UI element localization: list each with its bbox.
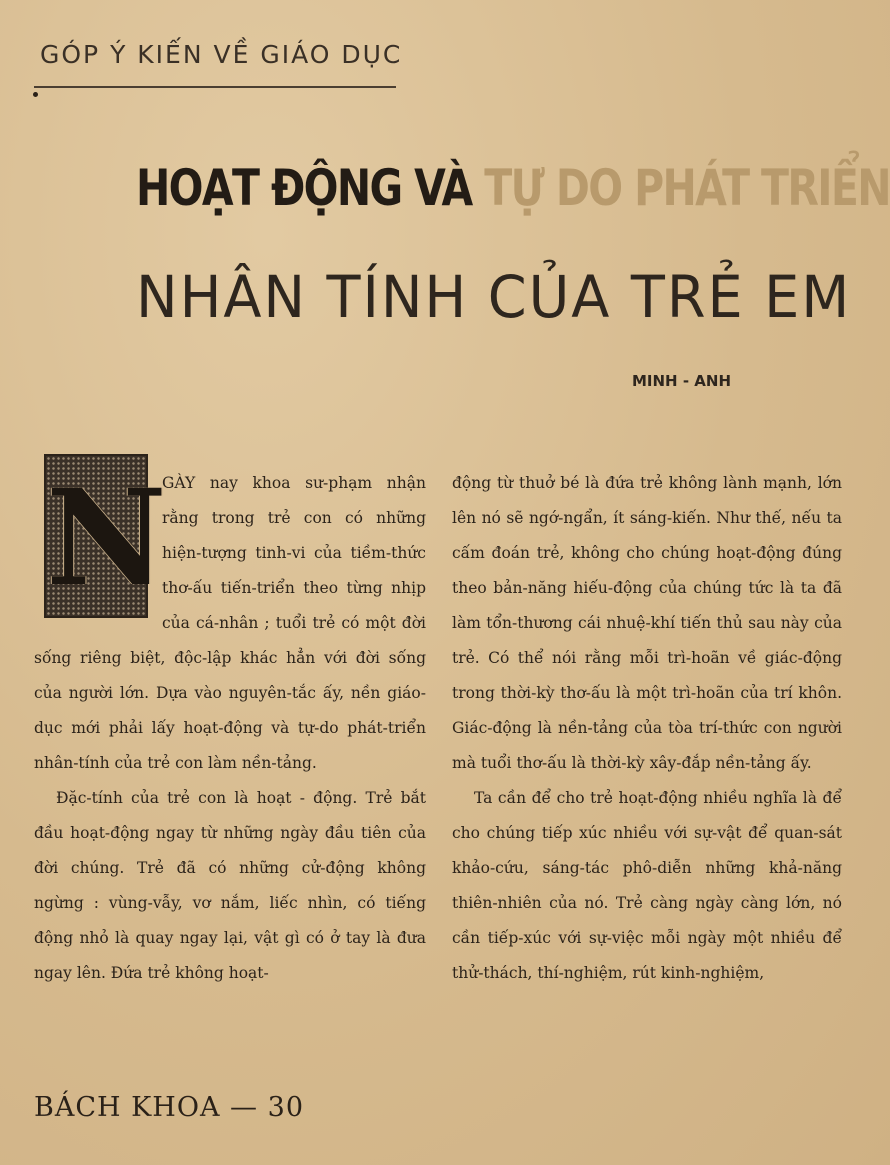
title-part-1: HOẠT ĐỘNG VÀ bbox=[136, 159, 472, 217]
title-part-3: PHÁT TRIỂN bbox=[634, 159, 890, 217]
section-label: GÓP Ý KIẾN VỀ GIÁO DỤC bbox=[40, 40, 403, 69]
dropcap-letter: N bbox=[46, 461, 167, 616]
paragraph: động từ thuở bé là đứa trẻ không lành mạnh, lớn lên nó sẽ ngớ-ngẩn, ít sáng-kiến. Như thế, nếu ta cấm đoán trẻ, không cho chúng hoạt-động đúng theo bản-năng hiếu-động của chúng tức là ta đã làm tổn-thương cái nhuệ-khí tiến thủ sau này của trẻ. Có thể nói rằng mỗi trì-hoãn về giác-động trong thời-kỳ thơ-ấu là một trì-hoãn của trí khôn. Giác-động là nền-tảng của tòa trí-thức con người mà tuổi thơ-ấu là thời-kỳ xây-đắp nền-tảng ấy. bbox=[452, 474, 842, 772]
paragraph bbox=[34, 461, 426, 781]
section-rule bbox=[34, 86, 396, 88]
paragraph: Ta cần để cho trẻ hoạt-động nhiều nghĩa là để cho chúng tiếp xúc nhiều với sự-vật để quan-sát khảo-cứu, sáng-tác phô-diễn những khả-năng thiên-nhiên của nó. Trẻ càng ngày càng lớn, nó cần tiếp-xúc với sự-việc mỗi ngày một nhiều để thử-thách, thí-nghiệm, rút kinh-nghiệm, bbox=[452, 789, 842, 982]
paragraph-text: GÀY nay khoa sư-phạm nhận rằng trong trẻ con có những hiện-tượng tinh-vi của tiềm-thức thơ-ấu tiến-triển theo từng nhịp của cá-nhân ; tuổi trẻ có một đời sống riêng biệt, độc-lập khác hẳn với đời sống của người lớn. Dựa vào nguyên-tắc ấy, nền giáo-dục mới phải lấy hoạt-động và tự-do phát-triển nhân-tính của trẻ con làm nền-tảng. bbox=[34, 474, 426, 772]
ornament-dot bbox=[33, 92, 38, 97]
page-footer: BÁCH KHOA — 30 bbox=[34, 1092, 304, 1123]
title-part-2: TỰ DO bbox=[484, 159, 622, 217]
dropcap-ornament bbox=[44, 454, 167, 618]
article-title-line-1 bbox=[136, 148, 890, 228]
article-title-line-2: NHÂN TÍNH CỦA TRẺ EM bbox=[136, 263, 852, 331]
text-column-right bbox=[452, 466, 842, 991]
text-column-left bbox=[34, 461, 426, 991]
author-byline: MINH - ANH bbox=[632, 372, 732, 390]
paragraph: Đặc-tính của trẻ con là hoạt - động. Trẻ bắt đầu hoạt-động ngay từ những ngày đầu tiên của đời chúng. Trẻ đã có những cử-động không ngừng : vùng-vẫy, vơ nắm, liếc nhìn, có tiếng động nhỏ là quay ngay lại, vật gì có ở tay là đưa ngay lên. Đứa trẻ không hoạt- bbox=[34, 789, 426, 982]
